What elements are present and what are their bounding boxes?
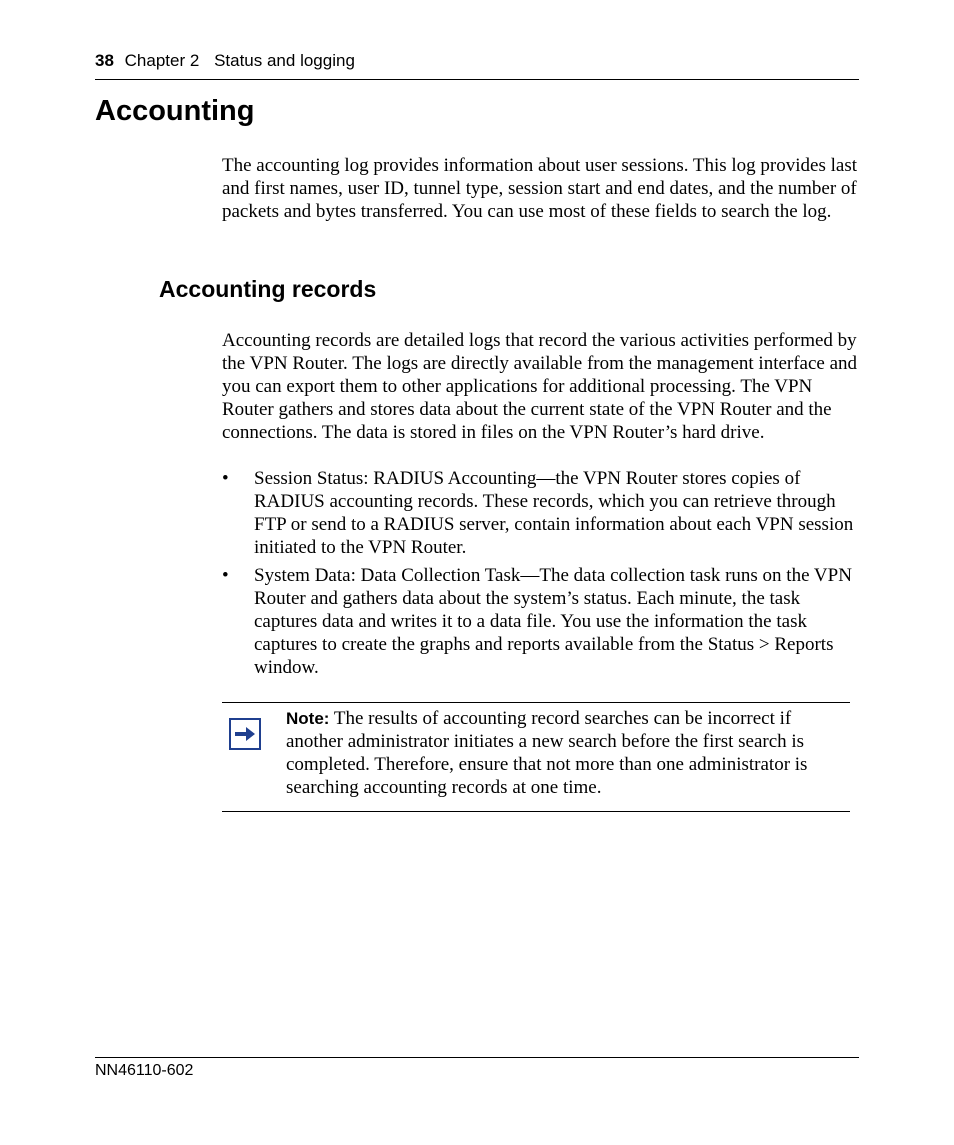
records-paragraph: Accounting records are detailed logs that record the various activities performed by the VPN Router. The logs are directly available from the management interface and you can export them to other applications for additional processing. The VPN Router gathers and stores data about the current state of the VPN Router and the connections. The data is stored in files on the VPN Router’s hard drive. (222, 330, 858, 443)
intro-paragraph: The accounting log provides information about user sessions. This log provides last and first names, user ID, tunnel type, session start and end dates, and the number of packets and bytes transferred. You can use most of these fields to search the log. (222, 155, 857, 222)
arrow-right-icon (229, 718, 261, 750)
chapter-title: Status and logging (214, 51, 355, 70)
note-text (286, 707, 846, 799)
list-item (222, 467, 862, 559)
page-footer (95, 1057, 859, 1081)
section-title: Accounting (95, 95, 255, 127)
arrow-right-icon-glyph (235, 727, 255, 741)
bullet-mark: • (222, 565, 229, 586)
bullet-text: System Data: Data Collection Task—The data collection task runs on the VPN Router and gathers data about the system’s status. Each minute, the task captures data and writes it to a data file. You use the information the task captures to create the graphs and reports available from the Status > Reports window. (254, 565, 852, 678)
document-number: NN46110-602 (95, 1062, 194, 1079)
note-label: Note: (286, 709, 330, 728)
list-item (222, 564, 862, 679)
note-body: The results of accounting record searches can be incorrect if another administrator initiates a new search before the first search is completed. Therefore, ensure that not more than one administrator is searching accounting records at one time. (286, 708, 808, 798)
bullet-text: Session Status: RADIUS Accounting—the VPN Router stores copies of RADIUS accounting records. These records, which you can retrieve through FTP or send to a RADIUS server, contain information about each VPN session initiated to the VPN Router. (254, 468, 854, 558)
bullet-mark: • (222, 468, 229, 489)
note-box (222, 702, 850, 812)
subsection-title: Accounting records (159, 276, 377, 302)
page-header (95, 51, 859, 80)
page-number: 38 (95, 51, 114, 70)
chapter-label: Chapter 2 (124, 51, 200, 70)
bullet-list (222, 467, 862, 684)
